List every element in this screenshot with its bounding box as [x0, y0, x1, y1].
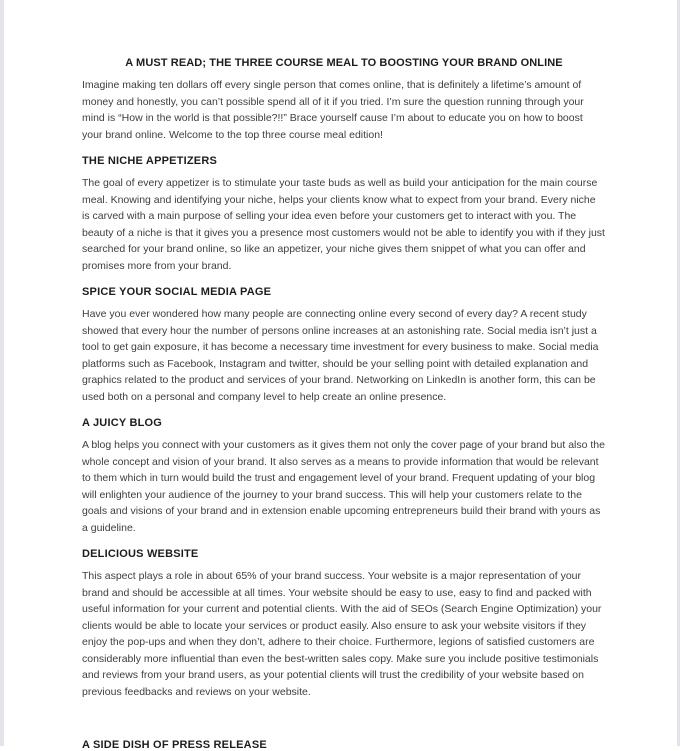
section-paragraph: Have you ever wondered how many people are connecting online every second of every day? A recent study showed that every hour the number of persons online increases at an astonishing rate. Social media isn’t just a tool to get gain exposure, it has become a necessary time investment for every business to make. Social media platforms such as Facebook, Instagram and twitter, should be your selling point with detailed explanation and graphics related to the product and services of your brand. Networking on LinkedIn is another form, this can be used both on a personal and company level to help create an online presence. — [82, 308, 599, 403]
section-paragraph: Imagine making ten dollars off every single person that comes online, that is definitely a lifetime’s amount of money and honestly, you can’t possible spend all of it if you tried. I’m sure the question running through your mind is “How in the world is that possible?!!” Brace yourself cause I’m about to educate you on how to boost your brand online. Welcome to the top three course meal edition! — [82, 79, 584, 141]
section-paragraph: This aspect plays a role in about 65% of your brand success. Your website is a major representation of your brand and should be accessible at all times. Your website should be easy to use, easy to find and packed with useful information for your current and potential clients. With the aid of SEOs (Search Engine Optimization) your clients would be able to locate your services or product easily. Also ensure to ask your website visitors if they enjoy the pop-ups and when they don’t, adhere to their choice. Furthermore, legions of satisfied customers are considerably more influential than even the best-written sales copy. Make sure you include positive testimonials and reviews from your brand users, as your potential clients will trust the credibility of your website based on previous feedbacks and reviews on your website. — [82, 570, 602, 698]
clipped-bottom-heading: A SIDE DISH OF PRESS RELEASE — [82, 739, 267, 751]
document-section — [82, 155, 606, 274]
document-section — [82, 286, 606, 405]
document-section — [82, 77, 606, 143]
page-edge-left — [0, 0, 4, 746]
section-heading: A JUICY BLOG — [82, 417, 163, 429]
section-heading: THE NICHE APPETIZERS — [82, 155, 217, 167]
section-paragraph: A blog helps you connect with your customers as it gives them not only the cover page of your brand but also the whole concept and vision of your brand. It also serves as a means to provide information that would be relevant to them which in turn would build the trust and engagement level of your brand. Frequent updating of your blog will enlighten your audience of the journey to your brand success. This will help your customers relate to the goals and visions of your brand and in extension enable upcoming entrepreneurs build their brand with yours as a guideline. — [82, 439, 605, 534]
document-section — [82, 548, 606, 700]
document-section — [82, 417, 606, 536]
document-page — [82, 0, 606, 751]
document-title: A MUST READ; THE THREE COURSE MEAL TO BOOSTING YOUR BRAND ONLINE — [125, 57, 563, 69]
section-paragraph: The goal of every appetizer is to stimulate your taste buds as well as build your anticipation for the main course meal. Knowing and identifying your niche, helps your clients know what to expect from your brand. Every niche is carved with a main purpose of selling your idea even before your customers get to interact with you. The beauty of a niche is that it gives you a presence most customers would not be able to identify you with if they just searched for your brand online, so like an appetizer, your niche gives them snippet of what you can offer and promises more from your brand. — [82, 177, 605, 272]
document-sections — [82, 77, 606, 700]
section-heading: SPICE YOUR SOCIAL MEDIA PAGE — [82, 286, 272, 298]
section-heading: DELICIOUS WEBSITE — [82, 548, 199, 560]
